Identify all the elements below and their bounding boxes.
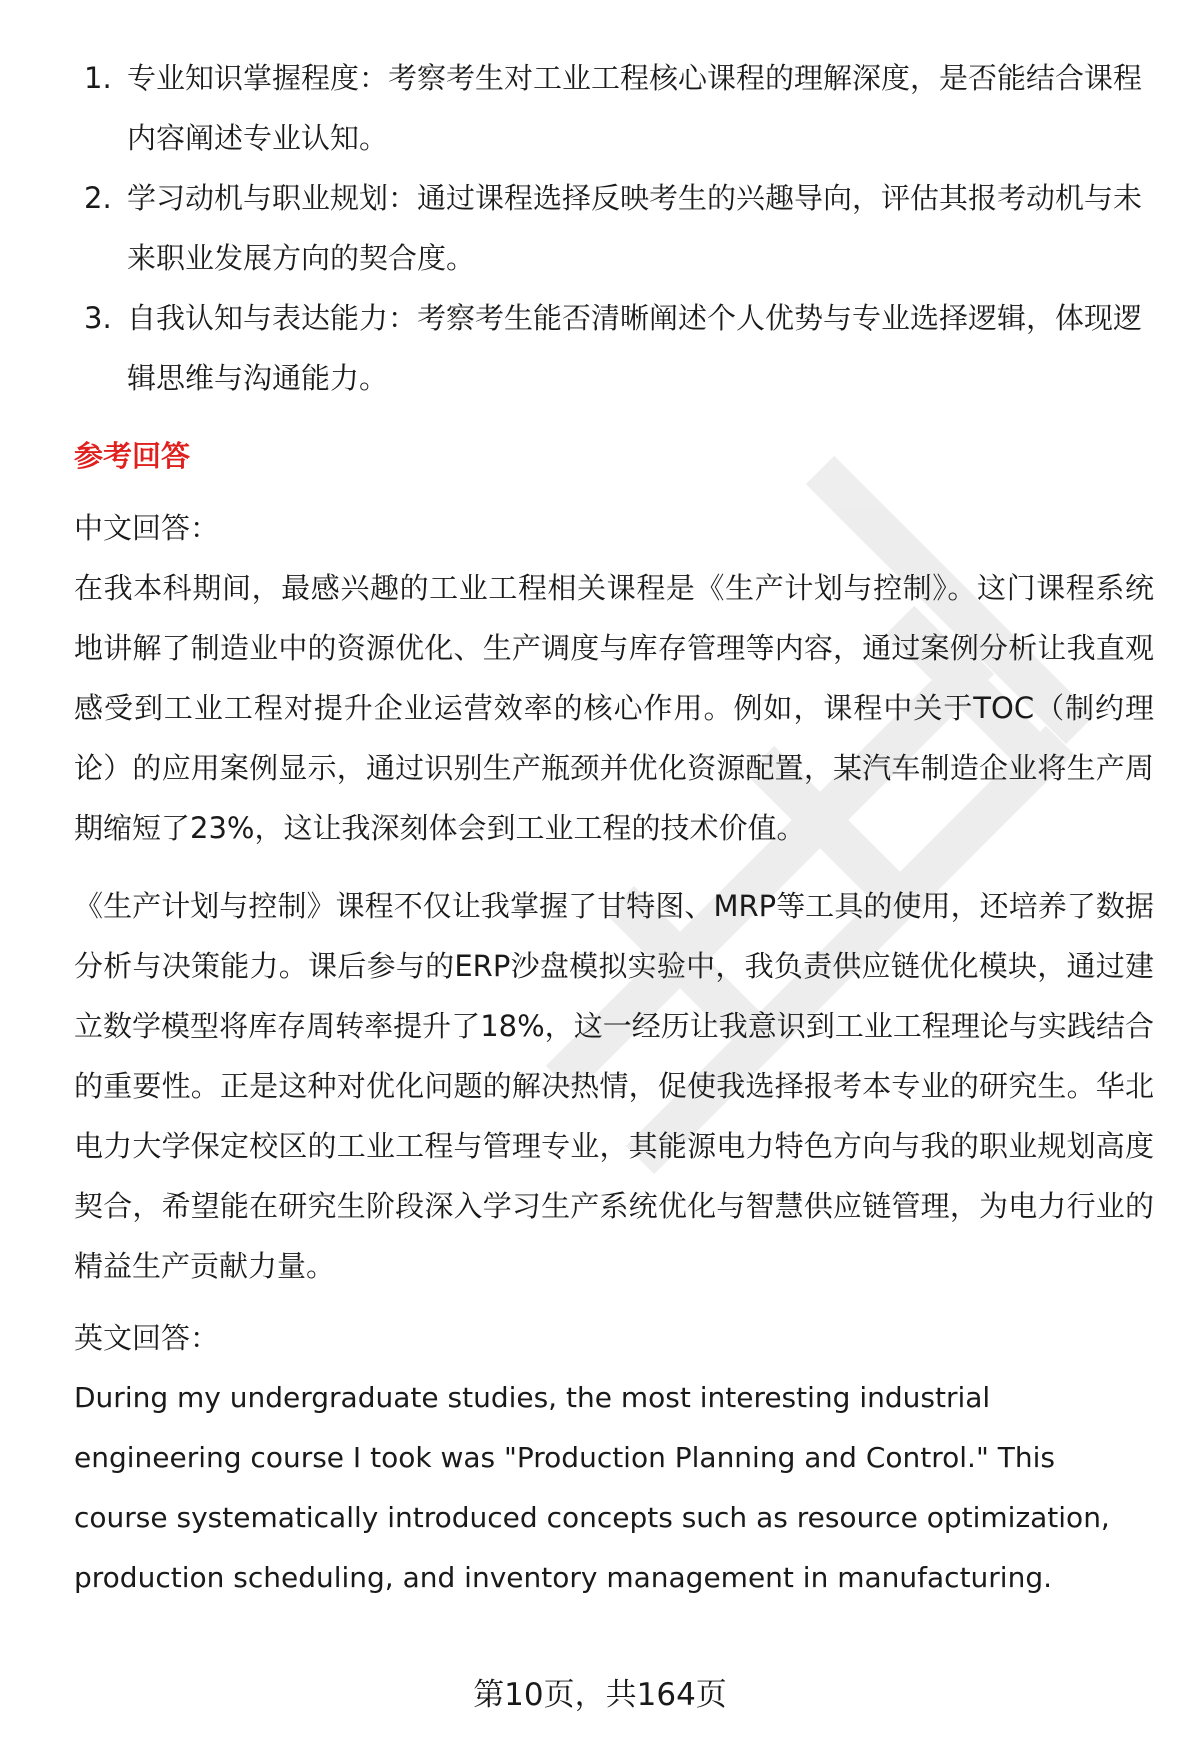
criteria-number: 2. — [84, 181, 112, 215]
english-answer-label: 英文回答： — [74, 1321, 220, 1355]
criteria-text: 自我认知与表达能力：考察考生能否清晰阐述个人优势与专业选择逻辑，体现逻辑思维与沟通能力。 — [127, 301, 1143, 395]
chinese-answer-paragraph: 《生产计划与控制》课程不仅让我掌握了甘特图、MRP等工具的使用，还培养了数据分析与决策能力。课后参与的ERP沙盘模拟实验中，我负责供应链优化模块，通过建立数学模型将库存周转率提升了18%，这一经历让我意识到工业工程理论与实践结合的重要性。正是这种对优化问题的解决热情，促使我选择报考本专业的研究生。华北电力大学保定校区的工业工程与管理专业，其能源电力特色方向与我的职业规划高度契合，希望能在研究生阶段深入学习生产系统优化与智慧供应链管理，为电力行业的精益生产贡献力量。 — [74, 889, 1154, 1283]
criteria-item — [74, 168, 1154, 288]
criteria-item — [74, 48, 1154, 168]
document-content — [74, 48, 1154, 1608]
reference-answer-heading: 参考回答 — [74, 439, 191, 473]
criteria-text: 学习动机与职业规划：通过课程选择反映考生的兴趣导向，评估其报考动机与未来职业发展方向的契合度。 — [127, 181, 1143, 275]
chinese-answer-label: 中文回答： — [74, 511, 220, 545]
criteria-text: 专业知识掌握程度：考察考生对工业工程核心课程的理解深度，是否能结合课程内容阐述专业认知。 — [127, 61, 1143, 155]
chinese-answer-paragraph: 在我本科期间，最感兴趣的工业工程相关课程是《生产计划与控制》。这门课程系统地讲解了制造业中的资源优化、生产调度与库存管理等内容，通过案例分析让我直观感受到工业工程对提升企业运营效率的核心作用。例如，课程中关于TOC（制约理论）的应用案例显示，通过识别生产瓶颈并优化资源配置，某汽车制造企业将生产周期缩短了23%，这让我深刻体会到工业工程的技术价值。 — [74, 571, 1154, 845]
english-answer-paragraph: During my undergraduate studies, the most interesting industrial engineering course I took was "Production Planning and Control." This course systematically introduced concepts such as resource optimization, production scheduling, and inventory management in manufacturing. — [74, 1381, 1110, 1594]
criteria-item — [74, 288, 1154, 408]
criteria-number: 1. — [84, 61, 112, 95]
criteria-list — [74, 48, 1154, 408]
page-number: 第10页，共164页 — [473, 1677, 727, 1713]
criteria-number: 3. — [84, 301, 112, 335]
